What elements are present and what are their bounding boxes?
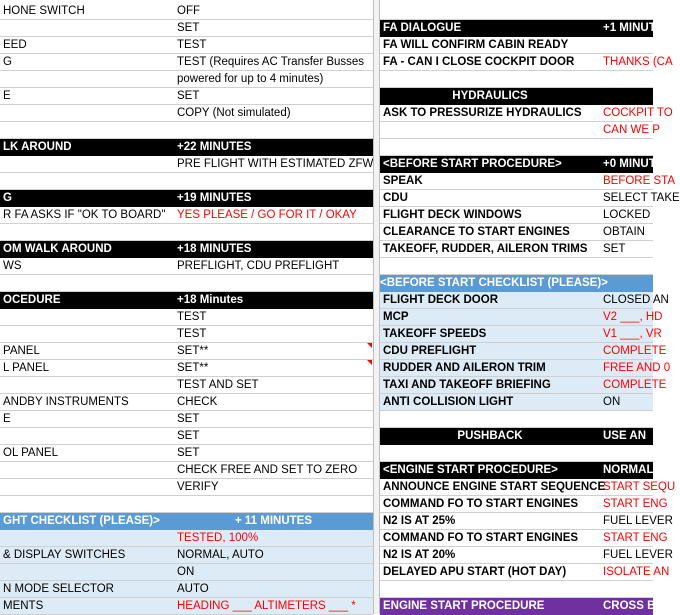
- item-label: TAKEOFF SPEEDS: [380, 326, 600, 343]
- item-value: [600, 3, 653, 20]
- item-value: [174, 122, 373, 139]
- item-label: FLIGHT DECK WINDOWS: [380, 207, 600, 224]
- item-label: [0, 275, 174, 292]
- item-label: [0, 462, 174, 479]
- table-row: [380, 598, 671, 615]
- table-row: [0, 581, 373, 598]
- item-label: <BEFORE START PROCEDURE>: [383, 158, 562, 170]
- item-label: MCP: [380, 309, 600, 326]
- table-row: [380, 496, 668, 513]
- table-row: [380, 105, 673, 122]
- item-value: [600, 139, 653, 156]
- table-row: [0, 360, 373, 377]
- item-label: G: [3, 192, 12, 204]
- item-value: COMPLETE: [600, 343, 653, 360]
- table-row: [380, 394, 653, 411]
- item-label: OL PANEL: [0, 445, 174, 462]
- item-label: [0, 105, 174, 122]
- item-label: [0, 71, 174, 88]
- table-row: [0, 275, 373, 292]
- table-row: [380, 173, 675, 190]
- table-row: [380, 428, 653, 445]
- item-value: COPY (Not simulated): [174, 105, 373, 122]
- item-value: SET: [174, 411, 373, 428]
- item-value: FREE AND 0: [600, 360, 653, 377]
- item-label: OCEDURE: [3, 294, 61, 306]
- item-label: CDU PREFLIGHT: [380, 343, 600, 360]
- item-label: [0, 564, 174, 581]
- item-label: FLIGHT DECK DOOR: [380, 292, 600, 309]
- item-value: [600, 71, 653, 88]
- item-label: [0, 377, 174, 394]
- item-value: CHECK: [174, 394, 373, 411]
- item-value: V2 ___, HD: [600, 309, 653, 326]
- item-value: TESTED, 100%: [174, 530, 373, 547]
- table-row: [0, 462, 373, 479]
- item-value: AUTO: [174, 581, 373, 598]
- item-value: [600, 258, 653, 275]
- item-label: [0, 428, 174, 445]
- table-row: [380, 139, 653, 156]
- item-label: DELAYED APU START (HOT DAY): [380, 564, 600, 581]
- table-row: [380, 258, 653, 275]
- item-label: [0, 326, 174, 343]
- item-label: HYDRAULICS: [452, 90, 528, 102]
- table-row: [380, 190, 680, 207]
- table-row: [380, 207, 653, 224]
- comment-marker-icon: [367, 343, 372, 348]
- table-row: [0, 326, 373, 343]
- table-row: [0, 258, 373, 275]
- table-row: [0, 105, 373, 122]
- item-label: G: [0, 54, 174, 71]
- table-row: [0, 20, 373, 37]
- item-value: TEST (Requires AC Transfer Busses: [174, 54, 373, 71]
- table-row: [380, 581, 653, 598]
- table-row: [0, 547, 373, 564]
- table-row: [380, 292, 669, 309]
- item-label: R FA ASKS IF "OK TO BOARD": [0, 207, 174, 224]
- table-row: [380, 20, 664, 37]
- item-label: N2 IS AT 20%: [380, 547, 600, 564]
- item-value: [174, 275, 373, 292]
- table-row: [0, 190, 373, 207]
- item-value: CLOSED AN: [600, 292, 653, 309]
- item-value: OFF: [174, 3, 373, 20]
- item-value: SET: [600, 241, 653, 258]
- table-row: [380, 462, 653, 479]
- table-row: [0, 156, 373, 173]
- right-column: [380, 0, 680, 614]
- item-label: ANDBY INSTRUMENTS: [0, 394, 174, 411]
- item-label: TAXI AND TAKEOFF BRIEFING: [380, 377, 600, 394]
- item-label: [0, 530, 174, 547]
- table-row: [380, 309, 663, 326]
- item-value: CAN WE P: [600, 122, 653, 139]
- item-label: EED: [0, 37, 174, 54]
- item-label: ANNOUNCE ENGINE START SEQUENCE: [380, 479, 600, 496]
- table-row: [0, 207, 373, 224]
- item-label: [0, 496, 174, 513]
- item-value: NORMAL: [603, 464, 654, 476]
- item-label: OM WALK AROUND: [3, 243, 112, 255]
- item-label: PANEL: [0, 343, 174, 360]
- table-row: [380, 411, 653, 428]
- item-value: COCKPIT TO: [600, 105, 653, 122]
- table-row: [0, 241, 373, 258]
- table-row: [0, 411, 373, 428]
- item-value: FUEL LEVER: [600, 547, 653, 564]
- table-row: [0, 428, 373, 445]
- table-row: [380, 3, 653, 20]
- table-row: [380, 275, 653, 292]
- item-label: WS: [0, 258, 174, 275]
- item-label: COMMAND FO TO START ENGINES: [380, 496, 600, 513]
- item-value: [600, 581, 653, 598]
- table-row: [380, 241, 653, 258]
- item-label: FA WILL CONFIRM CABIN READY: [380, 37, 600, 54]
- column-divider: [373, 0, 380, 614]
- item-value: SET: [174, 88, 373, 105]
- table-row: [380, 445, 653, 462]
- item-value: NORMAL, AUTO: [174, 547, 373, 564]
- item-value: YES PLEASE / GO FOR IT / OKAY: [174, 207, 373, 224]
- item-value: SET**: [174, 360, 373, 377]
- item-value: OBTAIN: [600, 224, 653, 241]
- table-row: [380, 224, 653, 241]
- item-value: FUEL LEVER: [600, 513, 653, 530]
- item-label: E: [0, 411, 174, 428]
- item-value: VERIFY: [174, 479, 373, 496]
- table-row: [0, 173, 373, 190]
- item-value: [600, 411, 653, 428]
- item-value: START SEQU: [600, 479, 653, 496]
- item-label: FA - CAN I CLOSE COCKPIT DOOR: [380, 54, 600, 71]
- item-value: CROSS BLE: [603, 600, 671, 612]
- item-label: ANTI COLLISION LIGHT: [380, 394, 600, 411]
- table-row: [0, 496, 373, 513]
- item-value: +18 MINUTES: [177, 243, 252, 255]
- item-label: L PANEL: [0, 360, 174, 377]
- table-row: [0, 479, 373, 496]
- item-value: PRE FLIGHT WITH ESTIMATED ZFW: [174, 156, 373, 173]
- item-value: V1 ___, VR: [600, 326, 653, 343]
- item-value: ISOLATE AN: [600, 564, 653, 581]
- table-row: [0, 88, 373, 105]
- item-label: [380, 139, 600, 156]
- item-value: START ENG: [600, 530, 653, 547]
- item-value: TEST: [174, 309, 373, 326]
- table-row: [0, 530, 373, 547]
- item-value: [174, 496, 373, 513]
- item-label: [380, 581, 600, 598]
- item-value: powered for up to 4 minutes): [174, 71, 373, 88]
- table-row: [0, 224, 373, 241]
- item-label: [380, 122, 600, 139]
- item-value: [600, 275, 653, 292]
- item-value: [174, 173, 373, 190]
- table-row: [0, 377, 373, 394]
- item-label: COMMAND FO TO START ENGINES: [380, 530, 600, 547]
- item-value: + 11 MINUTES: [234, 515, 312, 527]
- item-label: CDU: [380, 190, 600, 207]
- item-label: ASK TO PRESSURIZE HYDRAULICS: [380, 105, 600, 122]
- item-label: [0, 224, 174, 241]
- table-row: [0, 54, 373, 71]
- item-label: [380, 411, 600, 428]
- item-value: SET: [174, 20, 373, 37]
- item-label: ENGINE START PROCEDURE: [383, 600, 545, 612]
- item-value: [174, 224, 373, 241]
- table-row: [380, 122, 660, 139]
- item-label: [380, 258, 600, 275]
- item-label: [380, 445, 600, 462]
- item-value: HEADING ___ ALTIMETERS ___ *: [174, 598, 373, 615]
- table-row: [0, 3, 373, 20]
- item-label: [380, 71, 600, 88]
- item-label: [0, 156, 174, 173]
- item-value: [600, 88, 653, 105]
- table-row: [0, 71, 373, 88]
- item-value: LOCKED: [600, 207, 653, 224]
- item-value: [600, 37, 653, 54]
- item-label: N2 IS AT 25%: [380, 513, 600, 530]
- table-row: [380, 530, 668, 547]
- table-row: [380, 343, 667, 360]
- item-label: <ENGINE START PROCEDURE>: [383, 464, 558, 476]
- item-label: CLEARANCE TO START ENGINES: [380, 224, 600, 241]
- item-value: USE AN: [603, 430, 647, 442]
- item-value: +18 Minutes: [177, 294, 244, 306]
- item-value: SET**: [174, 343, 373, 360]
- item-label: [0, 309, 174, 326]
- table-row: [380, 547, 673, 564]
- table-row: [380, 54, 673, 71]
- table-row: [0, 309, 373, 326]
- item-value: TEST: [174, 37, 373, 54]
- item-value: PREFLIGHT, CDU PREFLIGHT: [174, 258, 373, 275]
- table-row: [0, 564, 373, 581]
- item-value: SET: [174, 445, 373, 462]
- item-label: RUDDER AND AILERON TRIM: [380, 360, 600, 377]
- item-label: [0, 479, 174, 496]
- item-label: [0, 173, 174, 190]
- item-label: MENTS: [0, 598, 174, 615]
- table-row: [380, 88, 653, 105]
- item-value: SELECT TAKE: [600, 190, 653, 207]
- table-row: [0, 343, 373, 360]
- table-row: [0, 513, 373, 530]
- item-label: E: [0, 88, 174, 105]
- table-row: [380, 360, 671, 377]
- item-value: START ENG: [600, 496, 653, 513]
- item-value: CHECK FREE AND SET TO ZERO: [174, 462, 373, 479]
- item-value: [600, 445, 653, 462]
- table-row: [380, 71, 653, 88]
- table-row: [380, 564, 670, 581]
- item-value: +19 MINUTES: [177, 192, 252, 204]
- item-value: SET: [174, 428, 373, 445]
- item-label: SPEAK: [380, 173, 600, 190]
- item-label: [380, 3, 600, 20]
- comment-marker-icon: [367, 360, 372, 365]
- item-label: [0, 122, 174, 139]
- table-row: [0, 139, 373, 156]
- item-value: TEST AND SET: [174, 377, 373, 394]
- item-value: +1 MINUTE: [603, 22, 664, 34]
- item-label: [0, 20, 174, 37]
- item-label: <BEFORE START CHECKLIST (PLEASE)>: [380, 277, 608, 289]
- item-value: COMPLETE: [600, 377, 653, 394]
- table-row: [0, 37, 373, 54]
- table-row: [380, 513, 673, 530]
- table-row: [0, 445, 373, 462]
- table-row: [380, 37, 653, 54]
- item-label: TAKEOFF, RUDDER, AILERON TRIMS: [380, 241, 600, 258]
- item-label: HONE SWITCH: [0, 3, 174, 20]
- item-value: BEFORE STA: [600, 173, 653, 190]
- item-value: ON: [600, 394, 653, 411]
- table-row: [0, 122, 373, 139]
- table-row: [380, 479, 676, 496]
- item-value: +0 MINUTES: [603, 158, 672, 170]
- table-row: [380, 377, 667, 394]
- table-row: [380, 326, 662, 343]
- item-label: LK AROUND: [3, 141, 72, 153]
- item-value: TEST: [174, 326, 373, 343]
- table-row: [0, 598, 373, 615]
- table-row: [0, 292, 373, 309]
- item-value: +22 MINUTES: [177, 141, 252, 153]
- table-row: [380, 156, 672, 173]
- item-value: THANKS (CA: [600, 54, 653, 71]
- item-label: GHT CHECKLIST (PLEASE)>: [3, 515, 160, 527]
- item-label: & DISPLAY SWITCHES: [0, 547, 174, 564]
- item-label: FA DIALOGUE: [383, 22, 462, 34]
- item-value: ON: [174, 564, 373, 581]
- item-label: N MODE SELECTOR: [0, 581, 174, 598]
- item-label: PUSHBACK: [457, 430, 523, 442]
- table-row: [0, 394, 373, 411]
